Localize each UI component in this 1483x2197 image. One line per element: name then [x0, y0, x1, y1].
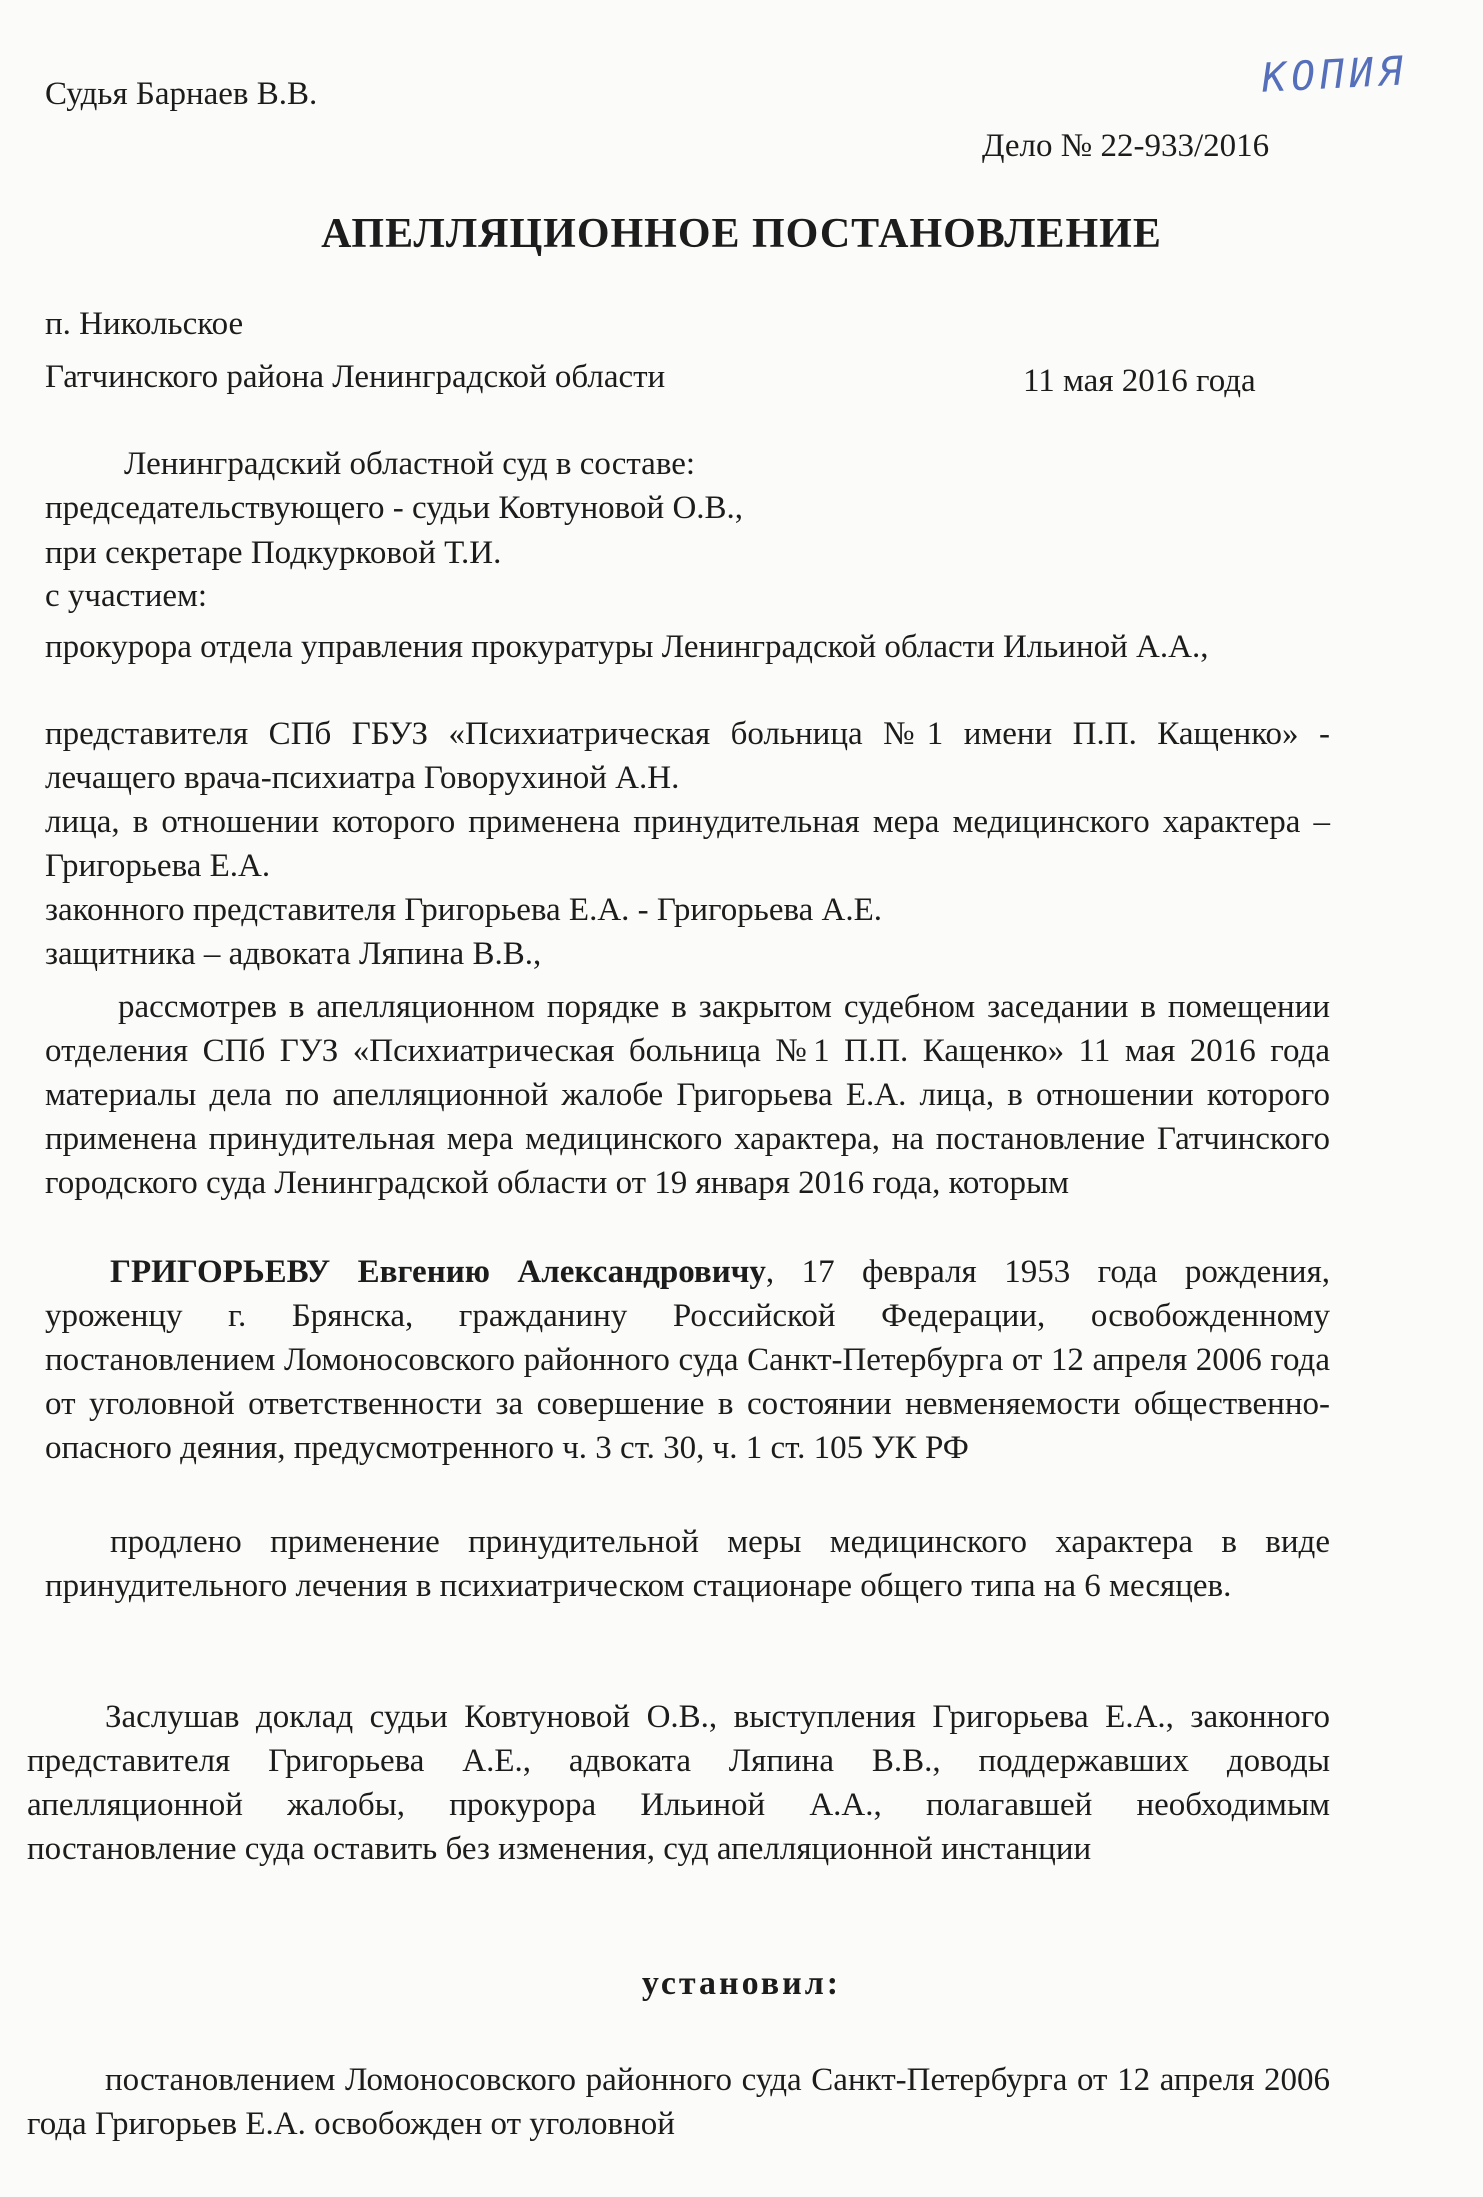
considered-paragraph: рассмотрев в апелляционном порядке в закрытом судебном заседании в помещении отделения СПб ГУЗ «Психиатрическая больница №1 П.П. Кащенко» 11 мая 2016 года материалы дела по апелляционной жалобе Григорьева Е.А. лица, в отношении которого применена принудительная мера медицинского характера, на постановление Гатчинского городского суда Ленинградской области от 19 января 2016 года, которым: [45, 989, 1330, 1201]
participant-legal-representative: законного представителя Григорьева Е.А. - Григорьева А.Е.: [45, 892, 883, 928]
participant-prosecutor: прокурора отдела управления прокуратуры Ленинградской области Ильиной А.А.,: [45, 629, 1209, 665]
established-paragraph: постановлением Ломоносовского районного суда Санкт-Петербурга от 12 апреля 2006 года Григорьев Е.А. освобожден от уголовной: [27, 2062, 1330, 2142]
extension-paragraph: продлено применение принудительной меры медицинского характера в виде принудительного лечения в психиатрическом стационаре общего типа на 6 месяцев.: [45, 1524, 1330, 1604]
person-paragraph: [45, 1250, 1330, 1470]
person-name: ГРИГОРЬЕВУ Евгению Александровичу: [110, 1254, 766, 1290]
place-line-1: п. Никольское: [45, 306, 244, 342]
person-details: , 17 февраля 1953 года рождения, уроженцу г. Брянска, гражданину Российской Федерации, освобожденному постановлением Ломоносовского районного суда Санкт-Петербурга от 12 апреля 2006 года от уголовной ответственности за совершение в состоянии невменяемости общественно-опасного деяния, предусмотренного ч. 3 ст. 30, ч. 1 ст. 105 УК РФ: [45, 1254, 1330, 1466]
participant-person: лица, в отношении которого применена принудительная мера медицинского характера – Григорьева Е.А.: [45, 804, 1330, 884]
presiding-judge: председательствующего - судьи Ковтуновой О.В.,: [45, 490, 744, 526]
case-number: Дело № 22-933/2016: [982, 128, 1270, 164]
place-line-2: Гатчинского района Ленинградской области: [45, 359, 666, 395]
participant-defender: защитника – адвоката Ляпина В.В.,: [45, 936, 542, 972]
section-heading: установил:: [641, 1965, 842, 2002]
secretary: при секретаре Подкурковой Т.И.: [45, 535, 502, 571]
court-composition: Ленинградский областной суд в составе:: [124, 446, 696, 482]
participant-hospital-representative: представителя СПб ГБУЗ «Психиатрическая больница №1 имени П.П. Кащенко» - лечащего врача-психиатра Говорухиной А.Н.: [45, 716, 1330, 796]
hearing-paragraph: Заслушав доклад судьи Ковтуновой О.В., выступления Григорьева Е.А., законного представителя Григорьева А.Е., адвоката Ляпина В.В., поддержавших доводы апелляционной жалобы, прокурора Ильиной А.А., полагавшей необходимым постановление суда оставить без изменения, суд апелляционной инстанции: [27, 1699, 1330, 1867]
decision-date: 11 мая 2016 года: [1023, 363, 1256, 399]
judge-name: Судья Барнаев В.В.: [45, 76, 318, 112]
copy-stamp: КОПИЯ: [1260, 48, 1409, 102]
document-title: АПЕЛЛЯЦИОННОЕ ПОСТАНОВЛЕНИЕ: [321, 211, 1162, 257]
participation-label: с участием:: [45, 578, 208, 614]
